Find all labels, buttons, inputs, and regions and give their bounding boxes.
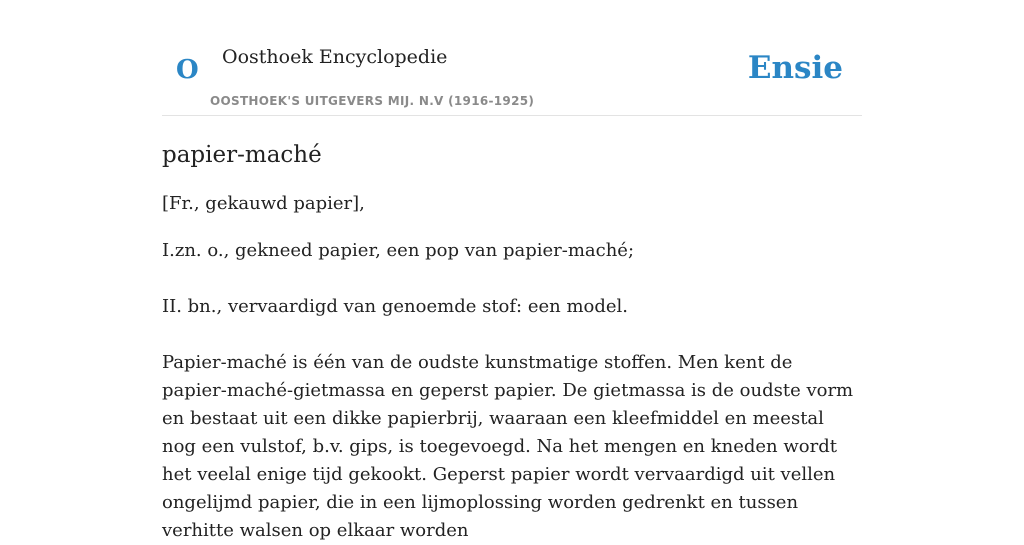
publisher-label: OOSTHOEK'S UITGEVERS MIJ. N.V (1916-1925) (210, 94, 535, 108)
source-title[interactable]: Oosthoek Encyclopedie (222, 46, 448, 68)
source-header (162, 0, 862, 116)
source-badge[interactable]: O (176, 55, 199, 85)
etymology: [Fr., gekauwd papier], (162, 193, 365, 214)
entry-title: papier-maché (162, 142, 322, 168)
ensie-logo-link[interactable]: Ensie (747, 50, 843, 86)
entry-body: Papier-maché is één van de oudste kunstmatige stoffen. Men kent de papier-maché-gietmassa en geperst papier. De gietmassa is de oudste vorm en bestaat uit een dikke papierbrij, waaraan een kleefmiddel en meestal nog een vulstof, b.v. gips, is toegevoegd. Na het mengen en kneden wordt het veelal enige tijd gekookt. Geperst papier wordt vervaardigd uit vellen ongelijmd papier, die in een lijmoplossing worden gedrenkt en tussen verhitte walsen op elkaar worden (162, 352, 854, 541)
page (162, 0, 862, 545)
definition-2: II. bn., vervaardigd van genoemde stof: een model. (162, 296, 629, 317)
definition-1: I.zn. o., gekneed papier, een pop van papier-maché; (162, 240, 635, 261)
